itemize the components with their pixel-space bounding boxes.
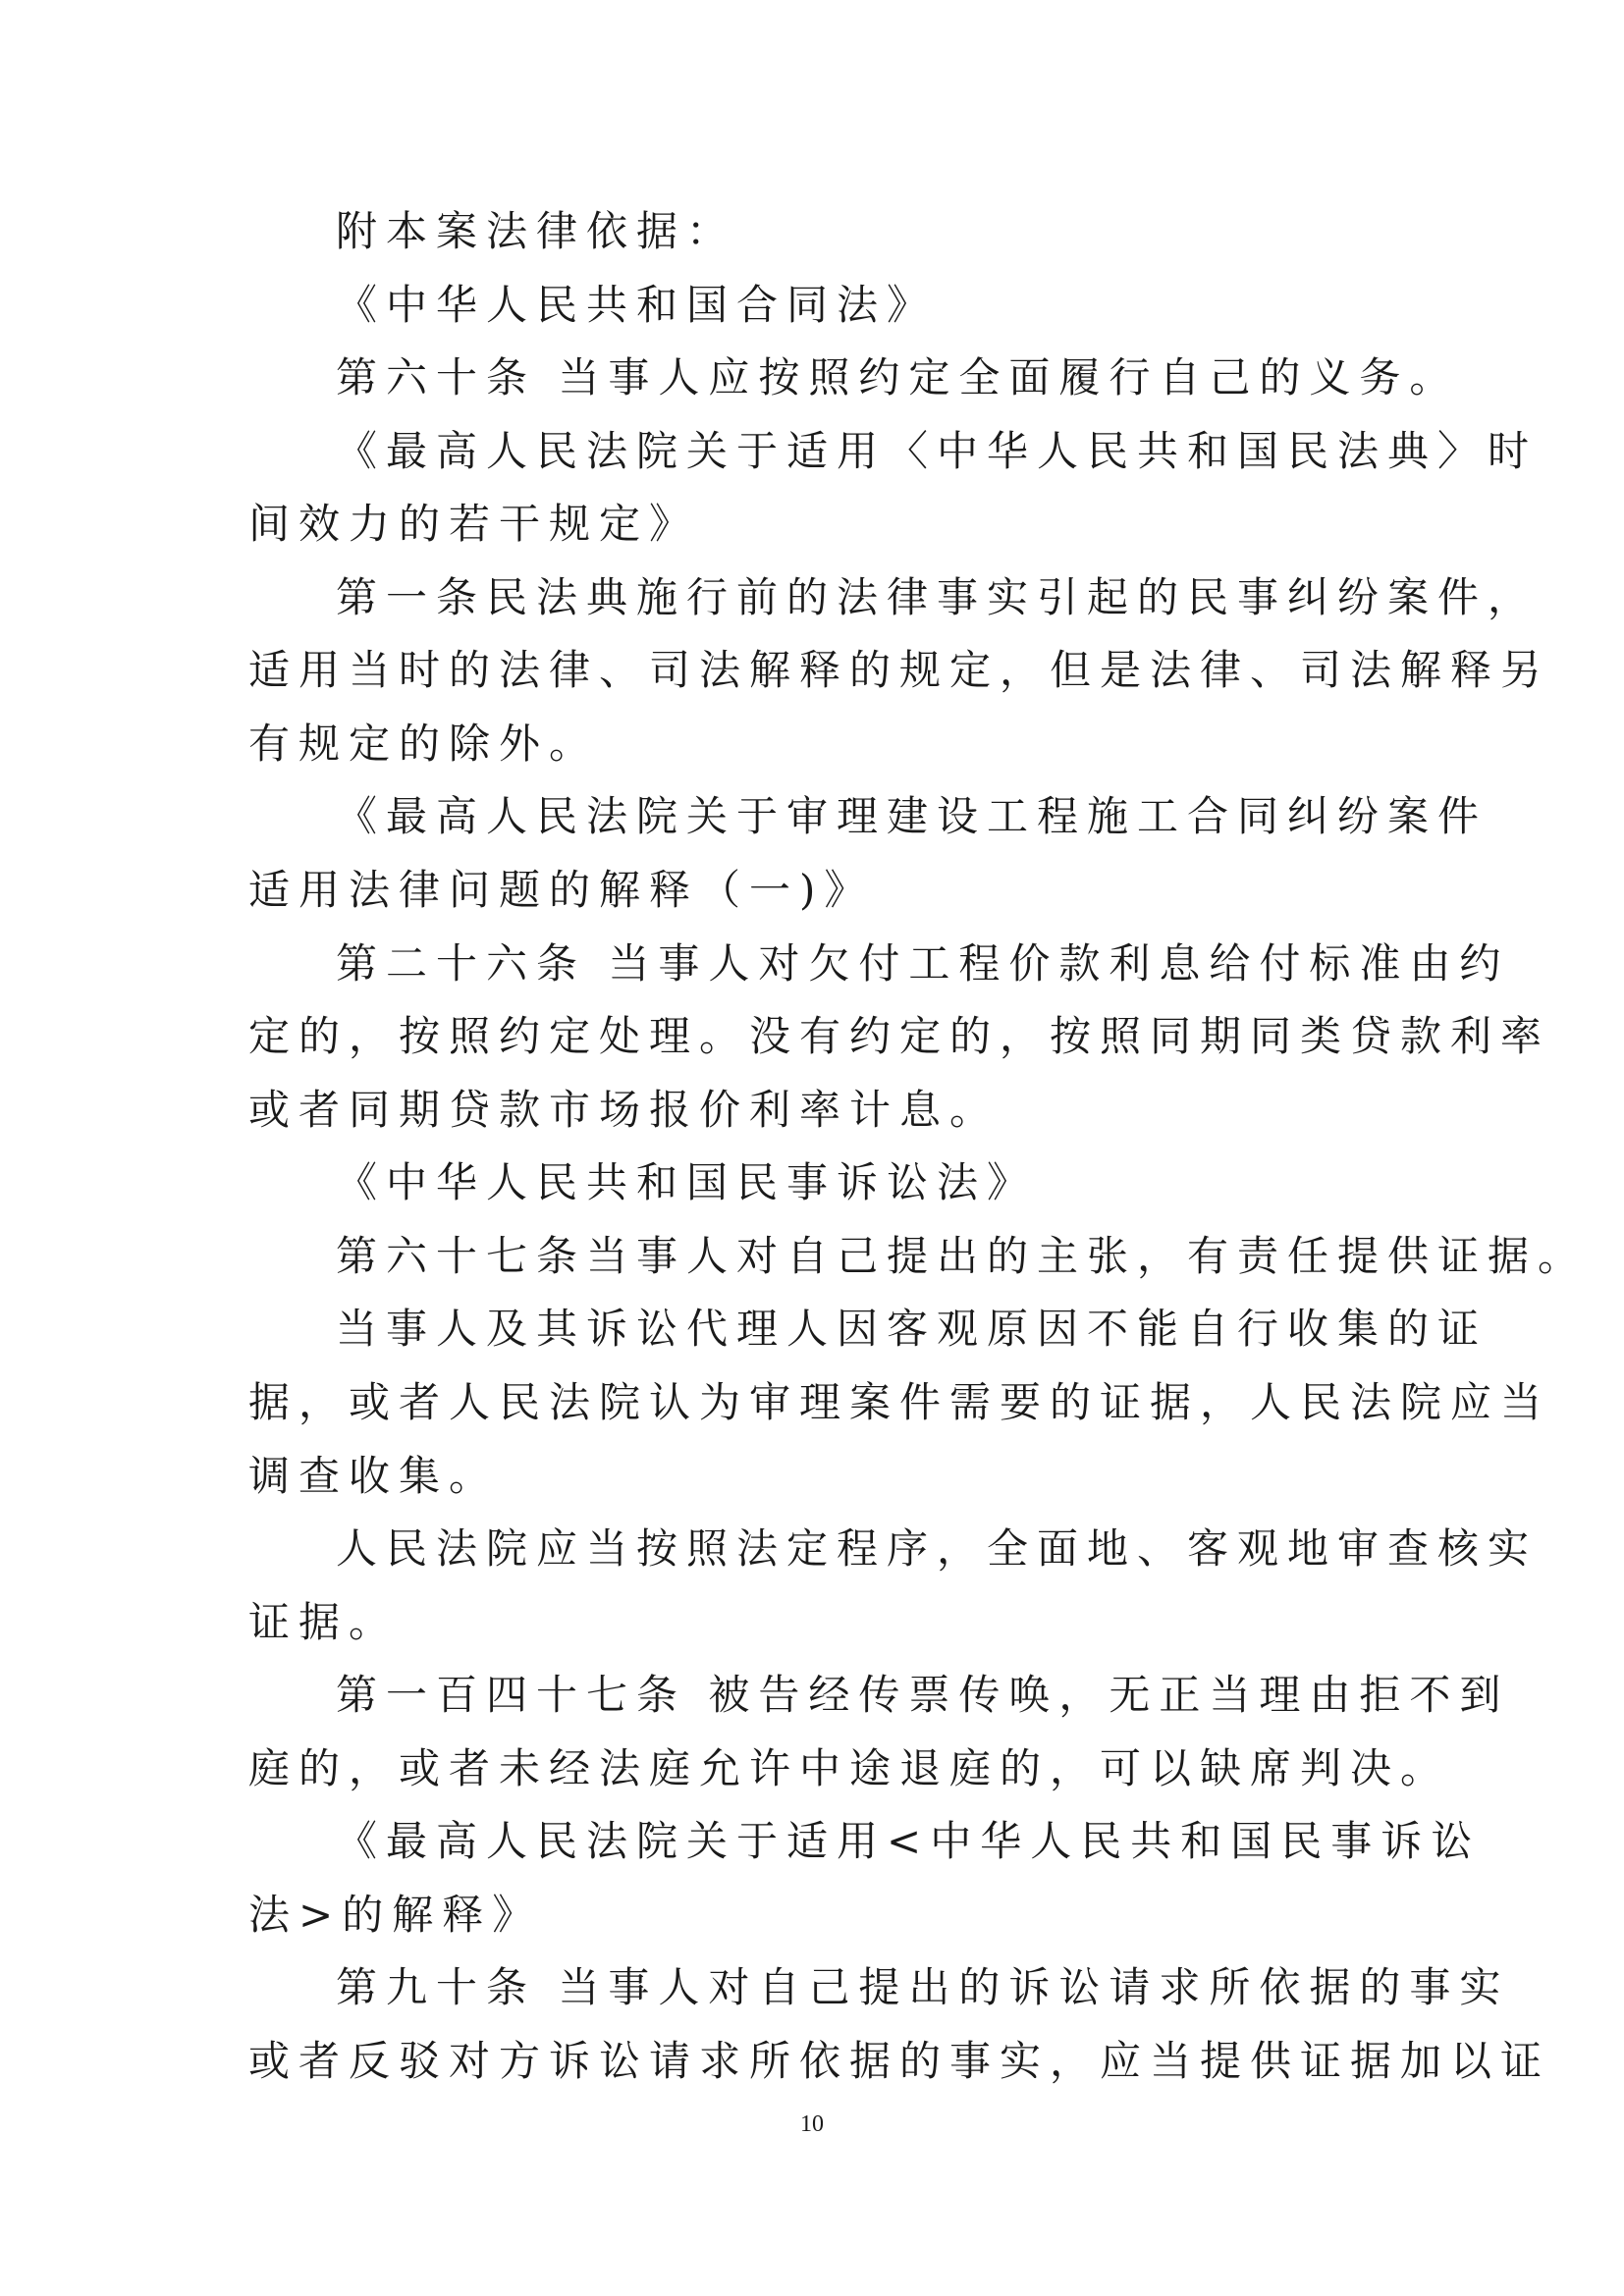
law-title: 适用法律问题的解释（一)》	[248, 866, 875, 914]
body-line: 第一条民法典施行前的法律事实引起的民事纠纷案件，	[336, 573, 1539, 621]
law-title: 间效力的若干规定》	[248, 500, 700, 548]
law-title: 《最高人民法院关于适用〈中华人民共和国民法典〉时	[336, 427, 1539, 475]
body-line: 当事人及其诉讼代理人因客观原因不能自行收集的证	[336, 1305, 1489, 1353]
law-title: 《中华人民共和国合同法》	[336, 281, 938, 329]
body-line: 第六十条 当事人应按照约定全面履行自己的义务。	[336, 353, 1460, 401]
law-title: 《最高人民法院关于审理建设工程施工合同纠纷案件	[336, 792, 1489, 840]
law-title: 法>的解释》	[248, 1891, 543, 1939]
body-line: 人民法院应当按照法定程序，全面地、客观地审查核实	[336, 1524, 1539, 1573]
body-line: 适用当时的法律、司法解释的规定，但是法律、司法解释另	[248, 646, 1551, 694]
body-line: 或者反驳对方诉讼请求所依据的事实，应当提供证据加以证	[248, 2037, 1551, 2085]
body-line: 据，或者人民法院认为审理案件需要的证据，人民法院应当	[248, 1378, 1551, 1426]
law-title: 《中华人民共和国民事诉讼法》	[336, 1158, 1038, 1206]
body-line: 庭的，或者未经法庭允许中途退庭的，可以缺席判决。	[248, 1744, 1451, 1792]
body-line: 调查收集。	[248, 1452, 500, 1500]
body-line: 有规定的除外。	[248, 720, 600, 768]
body-line: 定的，按照约定处理。没有约定的，按照同期同类贷款利率	[248, 1012, 1551, 1060]
body-line: 或者同期贷款市场报价利率计息。	[248, 1086, 1001, 1134]
body-line: 证据。	[248, 1598, 400, 1646]
page-number: 10	[800, 2111, 824, 2137]
body-line: 第二十六条 当事人对欠付工程价款利息给付标准由约	[336, 939, 1510, 988]
body-line: 第九十条 当事人对自己提出的诉讼请求所依据的事实	[336, 1963, 1510, 2011]
body-line: 第一百四十七条 被告经传票传唤，无正当理由拒不到	[336, 1671, 1510, 1719]
body-line: 附本案法律依据：	[336, 207, 737, 255]
body-line: 第六十七条当事人对自己提出的主张，有责任提供证据。	[336, 1232, 1589, 1280]
law-title: 《最高人民法院关于适用<中华人民共和国民事诉讼	[336, 1817, 1482, 1865]
